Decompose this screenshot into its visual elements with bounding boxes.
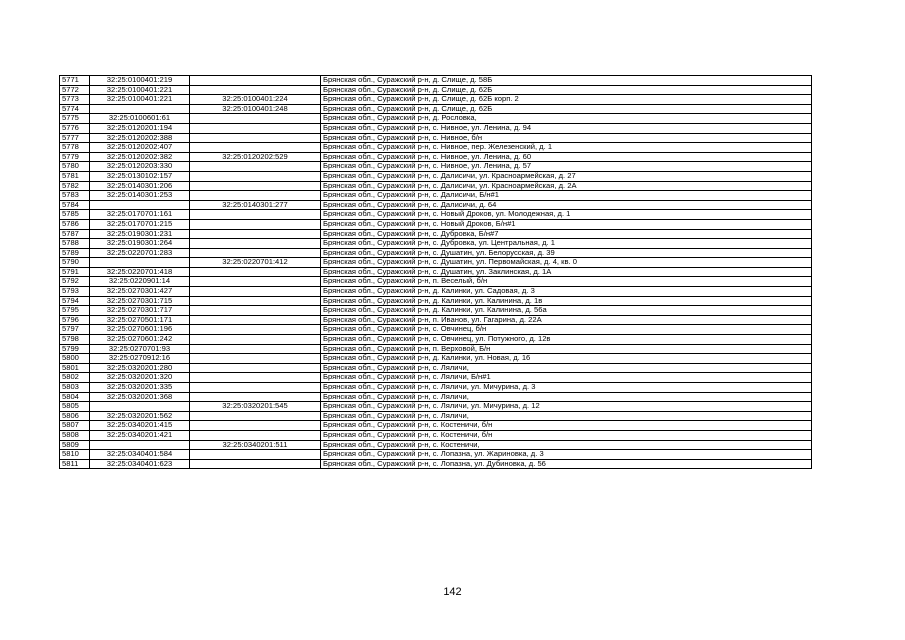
property-table bbox=[59, 75, 812, 469]
row-number-cell: 5805 bbox=[60, 402, 90, 412]
address-cell: Брянская обл., Суражский р-н, с. Нивное, ул. Ленина, д. 60 bbox=[321, 152, 812, 162]
row-number-cell: 5808 bbox=[60, 430, 90, 440]
address-cell: Брянская обл., Суражский р-н, с. Нивное, б/н bbox=[321, 133, 812, 143]
related-cadastral-number-cell bbox=[190, 325, 321, 335]
cadastral-number-cell: 32:25:0320201:368 bbox=[90, 392, 190, 402]
related-cadastral-number-cell bbox=[190, 354, 321, 364]
related-cadastral-number-cell bbox=[190, 133, 321, 143]
related-cadastral-number-cell bbox=[190, 277, 321, 287]
cadastral-number-cell: 32:25:0340401:623 bbox=[90, 459, 190, 469]
related-cadastral-number-cell bbox=[190, 191, 321, 201]
table-row bbox=[60, 440, 812, 450]
related-cadastral-number-cell bbox=[190, 76, 321, 86]
row-number-cell: 5791 bbox=[60, 267, 90, 277]
related-cadastral-number-cell bbox=[190, 210, 321, 220]
table-row bbox=[60, 267, 812, 277]
related-cadastral-number-cell: 32:25:0120202:529 bbox=[190, 152, 321, 162]
table-row bbox=[60, 325, 812, 335]
row-number-cell: 5811 bbox=[60, 459, 90, 469]
table-row bbox=[60, 95, 812, 105]
property-table-body bbox=[60, 76, 812, 469]
related-cadastral-number-cell bbox=[190, 344, 321, 354]
address-cell: Брянская обл., Суражский р-н, с. Далисичи, д. 64 bbox=[321, 200, 812, 210]
address-cell: Брянская обл., Суражский р-н, с. Ляличи, bbox=[321, 363, 812, 373]
row-number-cell: 5781 bbox=[60, 171, 90, 181]
row-number-cell: 5807 bbox=[60, 421, 90, 431]
table-row bbox=[60, 200, 812, 210]
table-row bbox=[60, 143, 812, 153]
related-cadastral-number-cell: 32:25:0320201:545 bbox=[190, 402, 321, 412]
table-row bbox=[60, 402, 812, 412]
row-number-cell: 5784 bbox=[60, 200, 90, 210]
related-cadastral-number-cell bbox=[190, 335, 321, 345]
related-cadastral-number-cell bbox=[190, 459, 321, 469]
related-cadastral-number-cell bbox=[190, 239, 321, 249]
row-number-cell: 5787 bbox=[60, 229, 90, 239]
related-cadastral-number-cell bbox=[190, 315, 321, 325]
address-cell: Брянская обл., Суражский р-н, д. Рословка, bbox=[321, 114, 812, 124]
cadastral-number-cell: 32:25:0120203:330 bbox=[90, 162, 190, 172]
table-row bbox=[60, 354, 812, 364]
related-cadastral-number-cell: 32:25:0100401:248 bbox=[190, 104, 321, 114]
related-cadastral-number-cell bbox=[190, 363, 321, 373]
table-row bbox=[60, 85, 812, 95]
cadastral-number-cell: 32:25:0270601:242 bbox=[90, 335, 190, 345]
row-number-cell: 5792 bbox=[60, 277, 90, 287]
row-number-cell: 5776 bbox=[60, 123, 90, 133]
cadastral-number-cell: 32:25:0270601:196 bbox=[90, 325, 190, 335]
row-number-cell: 5780 bbox=[60, 162, 90, 172]
cadastral-number-cell: 32:25:0120202:382 bbox=[90, 152, 190, 162]
cadastral-number-cell bbox=[90, 200, 190, 210]
row-number-cell: 5806 bbox=[60, 411, 90, 421]
cadastral-number-cell bbox=[90, 440, 190, 450]
address-cell: Брянская обл., Суражский р-н, с. Новый Дроков, Б/н#1 bbox=[321, 219, 812, 229]
related-cadastral-number-cell bbox=[190, 373, 321, 383]
address-cell: Брянская обл., Суражский р-н, с. Дубровка, ул. Центральная, д. 1 bbox=[321, 239, 812, 249]
address-cell: Брянская обл., Суражский р-н, д. Слище, д. 62Б bbox=[321, 85, 812, 95]
address-cell: Брянская обл., Суражский р-н, п. Веселый, б/н bbox=[321, 277, 812, 287]
cadastral-number-cell: 32:25:0270301:715 bbox=[90, 296, 190, 306]
related-cadastral-number-cell bbox=[190, 306, 321, 316]
address-cell: Брянская обл., Суражский р-н, с. Нивное, ул. Ленина, д. 94 bbox=[321, 123, 812, 133]
table-row bbox=[60, 306, 812, 316]
cadastral-number-cell: 32:25:0340201:421 bbox=[90, 430, 190, 440]
cadastral-number-cell: 32:25:0320201:280 bbox=[90, 363, 190, 373]
cadastral-number-cell bbox=[90, 258, 190, 268]
row-number-cell: 5786 bbox=[60, 219, 90, 229]
table-row bbox=[60, 459, 812, 469]
address-cell: Брянская обл., Суражский р-н, с. Лопазна, ул. Жариновка, д. 3 bbox=[321, 450, 812, 460]
cadastral-number-cell: 32:25:0120202:407 bbox=[90, 143, 190, 153]
related-cadastral-number-cell: 32:25:0140301:277 bbox=[190, 200, 321, 210]
address-cell: Брянская обл., Суражский р-н, с. Далисичи, ул. Красноармейская, д. 27 bbox=[321, 171, 812, 181]
row-number-cell: 5778 bbox=[60, 143, 90, 153]
related-cadastral-number-cell bbox=[190, 162, 321, 172]
address-cell: Брянская обл., Суражский р-н, с. Душатин, ул. Первомайская, д. 4, кв. 0 bbox=[321, 258, 812, 268]
related-cadastral-number-cell bbox=[190, 421, 321, 431]
row-number-cell: 5796 bbox=[60, 315, 90, 325]
address-cell: Брянская обл., Суражский р-н, д. Калинки, ул. Новая, д. 16 bbox=[321, 354, 812, 364]
cadastral-number-cell: 32:25:0320201:562 bbox=[90, 411, 190, 421]
row-number-cell: 5803 bbox=[60, 383, 90, 393]
cadastral-number-cell: 32:25:0170701:161 bbox=[90, 210, 190, 220]
row-number-cell: 5789 bbox=[60, 248, 90, 258]
cadastral-number-cell: 32:25:0270501:171 bbox=[90, 315, 190, 325]
cadastral-number-cell: 32:25:0120201:194 bbox=[90, 123, 190, 133]
related-cadastral-number-cell bbox=[190, 171, 321, 181]
address-cell: Брянская обл., Суражский р-н, с. Душатин, ул. Заклинская, д. 1А bbox=[321, 267, 812, 277]
cadastral-number-cell: 32:25:0270301:717 bbox=[90, 306, 190, 316]
address-cell: Брянская обл., Суражский р-н, д. Калинки, ул. Садовая, д. 3 bbox=[321, 287, 812, 297]
cadastral-number-cell: 32:25:0140301:253 bbox=[90, 191, 190, 201]
row-number-cell: 5777 bbox=[60, 133, 90, 143]
row-number-cell: 5773 bbox=[60, 95, 90, 105]
table-row bbox=[60, 76, 812, 86]
address-cell: Брянская обл., Суражский р-н, с. Ляличи, bbox=[321, 392, 812, 402]
row-number-cell: 5804 bbox=[60, 392, 90, 402]
row-number-cell: 5785 bbox=[60, 210, 90, 220]
related-cadastral-number-cell bbox=[190, 181, 321, 191]
cadastral-number-cell: 32:25:0190301:264 bbox=[90, 239, 190, 249]
related-cadastral-number-cell bbox=[190, 267, 321, 277]
table-row bbox=[60, 373, 812, 383]
row-number-cell: 5794 bbox=[60, 296, 90, 306]
cadastral-number-cell: 32:25:0100401:221 bbox=[90, 95, 190, 105]
row-number-cell: 5772 bbox=[60, 85, 90, 95]
address-cell: Брянская обл., Суражский р-н, с. Лопазна, ул. Дубиновка, д. 56 bbox=[321, 459, 812, 469]
row-number-cell: 5801 bbox=[60, 363, 90, 373]
table-row bbox=[60, 171, 812, 181]
address-cell: Брянская обл., Суражский р-н, с. Нивное, пер. Железенский, д. 1 bbox=[321, 143, 812, 153]
row-number-cell: 5795 bbox=[60, 306, 90, 316]
related-cadastral-number-cell bbox=[190, 450, 321, 460]
cadastral-number-cell: 32:25:0320201:320 bbox=[90, 373, 190, 383]
table-row bbox=[60, 411, 812, 421]
page-number: 142 bbox=[443, 586, 462, 598]
cadastral-number-cell: 32:25:0140301:206 bbox=[90, 181, 190, 191]
cadastral-number-cell: 32:25:0340401:584 bbox=[90, 450, 190, 460]
row-number-cell: 5788 bbox=[60, 239, 90, 249]
cadastral-number-cell: 32:25:0120202:388 bbox=[90, 133, 190, 143]
cadastral-number-cell: 32:25:0220701:283 bbox=[90, 248, 190, 258]
related-cadastral-number-cell: 32:25:0340201:511 bbox=[190, 440, 321, 450]
table-row bbox=[60, 248, 812, 258]
address-cell: Брянская обл., Суражский р-н, п. Иванов, ул. Гагарина, д. 22А bbox=[321, 315, 812, 325]
table-row bbox=[60, 258, 812, 268]
related-cadastral-number-cell: 32:25:0220701:412 bbox=[190, 258, 321, 268]
table-row bbox=[60, 450, 812, 460]
address-cell: Брянская обл., Суражский р-н, с. Овчинец, б/н bbox=[321, 325, 812, 335]
cadastral-number-cell bbox=[90, 402, 190, 412]
address-cell: Брянская обл., Суражский р-н, с. Новый Дроков, ул. Молодежная, д. 1 bbox=[321, 210, 812, 220]
table-row bbox=[60, 191, 812, 201]
address-cell: Брянская обл., Суражский р-н, д. Слище, д. 62Б корп. 2 bbox=[321, 95, 812, 105]
address-cell: Брянская обл., Суражский р-н, с. Нивное, ул. Ленина, д. 57 bbox=[321, 162, 812, 172]
table-row bbox=[60, 219, 812, 229]
address-cell: Брянская обл., Суражский р-н, с. Костеничи, б/н bbox=[321, 430, 812, 440]
row-number-cell: 5810 bbox=[60, 450, 90, 460]
row-number-cell: 5779 bbox=[60, 152, 90, 162]
cadastral-number-cell: 32:25:0270701:93 bbox=[90, 344, 190, 354]
address-cell: Брянская обл., Суражский р-н, с. Овчинец, ул. Потужного, д. 12в bbox=[321, 335, 812, 345]
table-row bbox=[60, 383, 812, 393]
related-cadastral-number-cell bbox=[190, 123, 321, 133]
table-row bbox=[60, 430, 812, 440]
cadastral-number-cell: 32:25:0170701:215 bbox=[90, 219, 190, 229]
cadastral-number-cell: 32:25:0190301:231 bbox=[90, 229, 190, 239]
cadastral-number-cell: 32:25:0320201:335 bbox=[90, 383, 190, 393]
table-row bbox=[60, 133, 812, 143]
related-cadastral-number-cell bbox=[190, 219, 321, 229]
row-number-cell: 5774 bbox=[60, 104, 90, 114]
cadastral-number-cell: 32:25:0100401:219 bbox=[90, 76, 190, 86]
cadastral-number-cell: 32:25:0270301:427 bbox=[90, 287, 190, 297]
related-cadastral-number-cell bbox=[190, 114, 321, 124]
address-cell: Брянская обл., Суражский р-н, с. Душатин, ул. Белорусская, д. 39 bbox=[321, 248, 812, 258]
row-number-cell: 5783 bbox=[60, 191, 90, 201]
cadastral-number-cell: 32:25:0100601:61 bbox=[90, 114, 190, 124]
table-row bbox=[60, 344, 812, 354]
address-cell: Брянская обл., Суражский р-н, п. Верховой, Б/н bbox=[321, 344, 812, 354]
table-row bbox=[60, 421, 812, 431]
table-row bbox=[60, 296, 812, 306]
address-cell: Брянская обл., Суражский р-н, с. Ляличи, bbox=[321, 411, 812, 421]
address-cell: Брянская обл., Суражский р-н, д. Калинки, ул. Калинина, д. 56а bbox=[321, 306, 812, 316]
row-number-cell: 5802 bbox=[60, 373, 90, 383]
table-row bbox=[60, 229, 812, 239]
address-cell: Брянская обл., Суражский р-н, с. Ляличи, Б/н#1 bbox=[321, 373, 812, 383]
cadastral-number-cell: 32:25:0100401:221 bbox=[90, 85, 190, 95]
related-cadastral-number-cell bbox=[190, 296, 321, 306]
table-row bbox=[60, 152, 812, 162]
related-cadastral-number-cell bbox=[190, 143, 321, 153]
table-row bbox=[60, 104, 812, 114]
table-row bbox=[60, 114, 812, 124]
table-row bbox=[60, 123, 812, 133]
cadastral-number-cell: 32:25:0220701:418 bbox=[90, 267, 190, 277]
table-row bbox=[60, 392, 812, 402]
row-number-cell: 5793 bbox=[60, 287, 90, 297]
row-number-cell: 5809 bbox=[60, 440, 90, 450]
related-cadastral-number-cell bbox=[190, 85, 321, 95]
address-cell: Брянская обл., Суражский р-н, с. Ляличи, ул. Мичурина, д. 3 bbox=[321, 383, 812, 393]
related-cadastral-number-cell bbox=[190, 430, 321, 440]
table-row bbox=[60, 363, 812, 373]
related-cadastral-number-cell bbox=[190, 229, 321, 239]
table-row bbox=[60, 287, 812, 297]
row-number-cell: 5797 bbox=[60, 325, 90, 335]
related-cadastral-number-cell bbox=[190, 248, 321, 258]
address-cell: Брянская обл., Суражский р-н, с. Дубровка, Б/н#7 bbox=[321, 229, 812, 239]
address-cell: Брянская обл., Суражский р-н, с. Далисичи, Б/н#1 bbox=[321, 191, 812, 201]
table-row bbox=[60, 210, 812, 220]
table-row bbox=[60, 162, 812, 172]
cadastral-number-cell: 32:25:0130102:157 bbox=[90, 171, 190, 181]
row-number-cell: 5771 bbox=[60, 76, 90, 86]
related-cadastral-number-cell bbox=[190, 383, 321, 393]
table-row bbox=[60, 181, 812, 191]
row-number-cell: 5775 bbox=[60, 114, 90, 124]
cadastral-number-cell bbox=[90, 104, 190, 114]
address-cell: Брянская обл., Суражский р-н, д. Слище, д. 62Б bbox=[321, 104, 812, 114]
address-cell: Брянская обл., Суражский р-н, с. Ляличи, ул. Мичурина, д. 12 bbox=[321, 402, 812, 412]
row-number-cell: 5790 bbox=[60, 258, 90, 268]
row-number-cell: 5800 bbox=[60, 354, 90, 364]
related-cadastral-number-cell: 32:25:0100401:224 bbox=[190, 95, 321, 105]
related-cadastral-number-cell bbox=[190, 287, 321, 297]
cadastral-number-cell: 32:25:0220901:14 bbox=[90, 277, 190, 287]
cadastral-number-cell: 32:25:0270912:16 bbox=[90, 354, 190, 364]
address-cell: Брянская обл., Суражский р-н, с. Далисичи, ул. Красноармейская, д. 2А bbox=[321, 181, 812, 191]
cadastral-number-cell: 32:25:0340201:415 bbox=[90, 421, 190, 431]
related-cadastral-number-cell bbox=[190, 411, 321, 421]
row-number-cell: 5782 bbox=[60, 181, 90, 191]
table-row bbox=[60, 315, 812, 325]
address-cell: Брянская обл., Суражский р-н, с. Костеничи, bbox=[321, 440, 812, 450]
address-cell: Брянская обл., Суражский р-н, с. Костеничи, б/н bbox=[321, 421, 812, 431]
related-cadastral-number-cell bbox=[190, 392, 321, 402]
table-row bbox=[60, 277, 812, 287]
table-row bbox=[60, 335, 812, 345]
table-row bbox=[60, 239, 812, 249]
address-cell: Брянская обл., Суражский р-н, д. Калинки, ул. Калинина, д. 1в bbox=[321, 296, 812, 306]
row-number-cell: 5799 bbox=[60, 344, 90, 354]
address-cell: Брянская обл., Суражский р-н, д. Слище, д. 58Б bbox=[321, 76, 812, 86]
row-number-cell: 5798 bbox=[60, 335, 90, 345]
